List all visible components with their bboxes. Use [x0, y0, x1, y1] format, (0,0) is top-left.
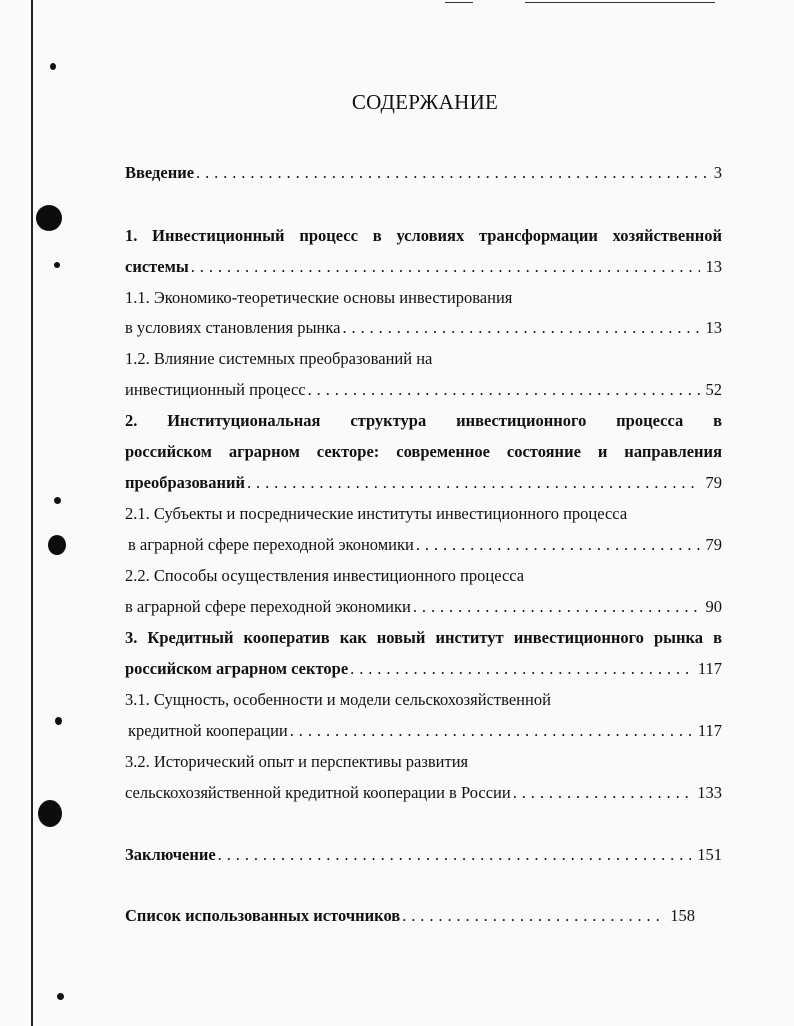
toc-chapter-1-heading: 1. Инвестиционный процесс в условиях трансформации хозяйственной [125, 226, 722, 245]
toc-leader-dots [416, 534, 700, 556]
punch-hole-blot [48, 535, 66, 555]
toc-page-number: 133 [697, 783, 722, 802]
toc-page-number: 79 [705, 473, 722, 492]
toc-leader-dots [196, 162, 708, 184]
scan-speck [54, 497, 61, 504]
toc-section-1-1-heading [125, 287, 722, 309]
toc-leader-dots [350, 658, 692, 680]
scan-speck [55, 717, 62, 725]
toc-entry-label: системы [125, 257, 189, 276]
toc-chapter-3-heading: 3. Кредитный кооператив как новый институт инвестиционного рынка в [125, 628, 722, 647]
toc-section-1-2-end [125, 379, 722, 401]
toc-section-3-1-end [125, 720, 722, 742]
toc-page-number: 13 [705, 257, 722, 276]
toc-entry-conclusion [125, 844, 722, 866]
toc-entry-label: сельскохозяйственной кредитной кооперации в России [125, 783, 511, 802]
toc-chapter-2-heading: 2. Институциональная структура инвестиционного процесса в [125, 411, 722, 430]
toc-entry-label: Введение [125, 163, 195, 182]
toc-section-2-1-end [125, 534, 722, 556]
toc-entry-label: преобразований [125, 473, 245, 492]
toc-entry-label: 3.2. Исторический опыт и перспективы развития [125, 752, 469, 771]
toc-entry-label: 1.2. Влияние системных преобразований на [125, 349, 433, 368]
toc-page-number: 13 [705, 318, 722, 337]
toc-section-2-2-heading [125, 565, 722, 587]
toc-entry-label: инвестиционный процесс [125, 380, 306, 399]
scan-edge-line [31, 0, 33, 1026]
toc-section-3-2-heading [125, 751, 722, 773]
toc-section-2-1-heading [125, 503, 722, 525]
toc-section-3-1-heading [125, 689, 722, 711]
toc-entry-label: 3.1. Сущность, особенности и модели сельскохозяйственной [125, 690, 551, 709]
toc-entry-intro [125, 162, 722, 184]
toc-entry-label: 2.2. Способы осуществления инвестиционного процесса [125, 566, 525, 585]
toc-entry-label: российском аграрном секторе [125, 659, 349, 678]
punch-hole-blot [38, 800, 62, 827]
toc-leader-dots [513, 782, 692, 804]
toc-page-number: 158 [670, 906, 695, 925]
page-title: СОДЕРЖАНИЕ [351, 90, 499, 114]
toc-entry-label: 2.1. Субъекты и посреднические институты инвестиционного процесса [125, 504, 628, 523]
toc-entry-label: Список использованных источников [125, 906, 401, 925]
toc-chapter-2-end [125, 472, 722, 494]
toc-page-number: 3 [713, 163, 722, 182]
toc-section-2-2-end [125, 596, 722, 618]
punch-hole-blot [36, 205, 62, 231]
toc-entry-label: в аграрной сфере переходной экономики [125, 597, 411, 616]
toc-chapter-2-heading-cont: российском аграрном секторе: современное состояние и направления [125, 442, 722, 461]
toc-page-number: 52 [705, 380, 722, 399]
toc-entry-label: в условиях становления рынка [125, 318, 341, 337]
scan-top-mark [445, 2, 473, 3]
toc-chapter-3-end [125, 658, 722, 680]
toc-entry-label: кредитной кооперации [128, 721, 288, 740]
toc-page-number: 117 [697, 659, 722, 678]
scan-speck [50, 63, 56, 70]
scan-speck [57, 993, 64, 1000]
toc-leader-dots [342, 317, 699, 339]
toc-entry-sources [125, 905, 695, 927]
toc-page-number: 90 [705, 597, 722, 616]
toc-section-3-2-end [125, 782, 722, 804]
scan-speck [54, 262, 60, 268]
toc-page-number: 117 [697, 721, 722, 740]
toc-page-number: 151 [697, 845, 722, 864]
toc-leader-dots [413, 596, 700, 618]
toc-page-number: 79 [705, 535, 722, 554]
toc-entry-label: 1.1. Экономико-теоретические основы инвестирования [125, 288, 513, 307]
toc-leader-dots [218, 844, 692, 866]
scan-top-mark [525, 2, 715, 3]
toc-chapter-1-end [125, 256, 722, 278]
toc-entry-label: Заключение [125, 845, 216, 864]
toc-leader-dots [247, 472, 700, 494]
toc-leader-dots [402, 905, 664, 927]
toc-section-1-2-heading [125, 348, 722, 370]
toc-section-1-1-end [125, 317, 722, 339]
toc-leader-dots [191, 256, 700, 278]
toc-leader-dots [308, 379, 700, 401]
toc-entry-label: в аграрной сфере переходной экономики [128, 535, 414, 554]
toc-leader-dots [290, 720, 692, 742]
